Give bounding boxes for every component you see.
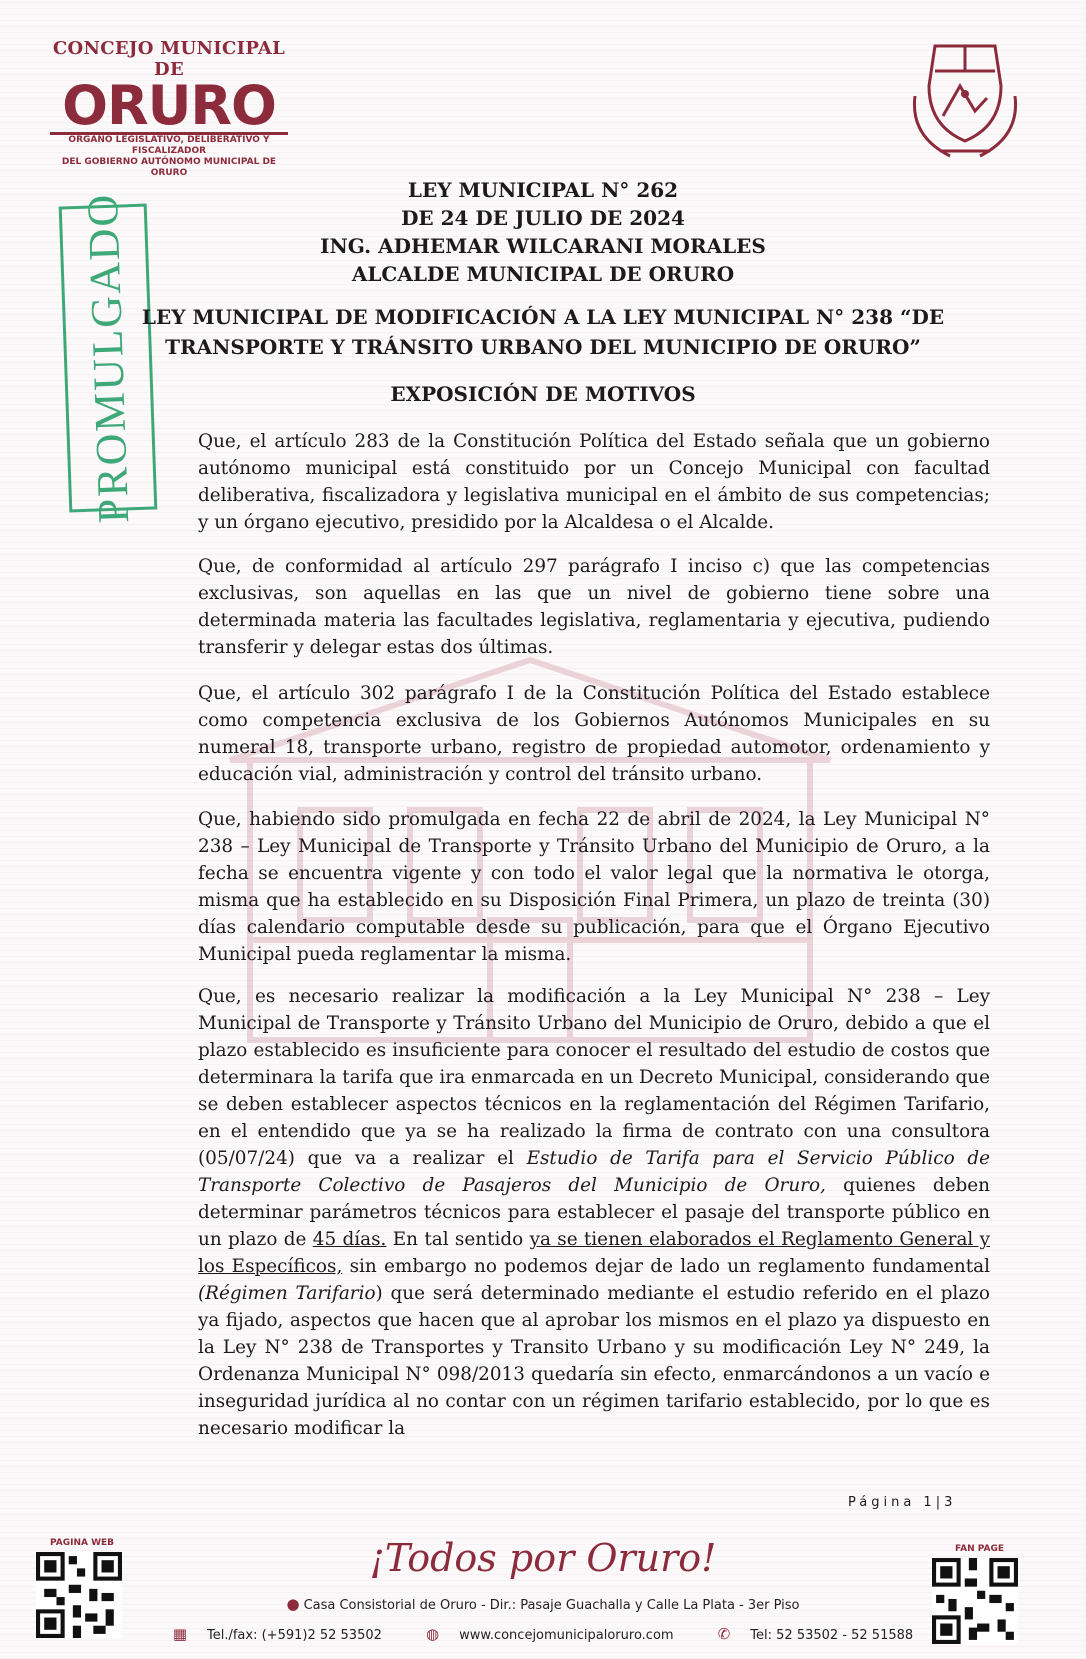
- footer-slogan: ¡Todos por Oruro!: [369, 1536, 717, 1580]
- law-header: [0, 176, 1086, 288]
- qr-left-label: PAGINA WEB: [50, 1538, 115, 1548]
- phone-text: Tel: 52 53502 - 52 51588: [750, 1628, 914, 1643]
- paragraph-1: Que, el artículo 283 de la Constitución Política del Estado señala que un gobierno autónomo municipal está constituido por un Concejo Municipal con facultad deliberativa, fiscalizadora y legislativa municipal en el ámbito de sus competencias; y un órgano ejecutivo, presidido por la Alcaldesa o el Alcalde.: [198, 431, 990, 533]
- paragraph-2: Que, de conformidad al artículo 297 parágrafo I inciso c) que las competencias exclusivas, son aquellas en las que un nivel de gobierno tiene sobre una determinada materia las facultades legislativa, reglamentaria y ejecutiva, pudiendo transferir y delegar estas dos últimas.: [198, 556, 990, 658]
- law-date: DE 24 DE JULIO DE 2024: [401, 206, 685, 230]
- stamp-text: PROMULGADO: [77, 192, 139, 524]
- mayor-title: ALCALDE MUNICIPAL DE ORURO: [351, 262, 735, 286]
- qr-right-label: FAN PAGE: [955, 1544, 1005, 1554]
- logo-line4: DEL GOBIERNO AUTÓNOMO MUNICIPAL DE ORURO: [61, 157, 277, 178]
- coat-of-arms-icon: [905, 36, 1025, 166]
- phone-icon: ✆: [717, 1625, 731, 1643]
- website-link[interactable]: www.concejomunicipaloruro.com: [459, 1628, 674, 1643]
- paragraph-3: Que, el artículo 302 parágrafo I de la Constitución Política del Estado establece como competencia exclusiva de los Gobiernos Autónomos Municipales en su numeral 18, transporte urbano, registro de propiedad automotor, ordenamiento y educación vial, administración y control del tránsito urbano.: [198, 683, 990, 785]
- law-title: [0, 302, 1086, 362]
- mayor-name: ING. ADHEMAR WILCARANI MORALES: [320, 234, 766, 258]
- law-title-line2: TRANSPORTE Y TRÁNSITO URBANO DEL MUNICIPIO DE ORURO”: [165, 335, 921, 359]
- paragraph-5: Que, es necesario realizar la modificación a la Ley Municipal N° 238 – Ley Municipal de Transporte y Tránsito Urbano del Municipio de Oruro, debido a que el plazo establecido es insuficiente para conocer el resultado del estudio de costos que determinara la tarifa que ira enmarcada en un Decreto Municipal, considerando que se deben establecer aspectos técnicos en la reglamentación del Régimen Tarifario, en el entendido que ya se ha realizado la firma de contrato con una consultora (05/07/24) que va a realizar el Estudio de Tarifa para el Servicio Público de Transporte Colectivo de Pasajeros del Municipio de Oruro, quienes deben determinar parámetros técnicos para establecer el pasaje del transporte público en un plazo de 45 días. En tal sentido ya se tienen elaborados el Reglamento General y los Específicos, sin embargo no podemos dejar de lado un reglamento fundamental (Régimen Tarifario) que será determinado mediante el estudio referido en el plazo ya fijado, aspectos que hacen que al aprobar los mismos en el plazo ya dispuesto en la Ley N° 238 de Transportes y Transito Urbano y su modificación Ley N° 249, la Ordenanza Municipal N° 098/2013 quedaría sin efecto, enmarcándonos a un vacío e inseguridad jurídica al no contar con un régimen tarifario establecido, por lo que es necesario modificar la: [198, 986, 991, 1439]
- section-heading: EXPOSICIÓN DE MOTIVOS: [390, 382, 696, 406]
- footer-address: [0, 1595, 1086, 1613]
- paragraph-4: Que, habiendo sido promulgada en fecha 22 de abril de 2024, la Ley Municipal N° 238 – Ley Municipal de Transporte y Tránsito Urbano del Municipio de Oruro, a la fecha se encuentra vigente y con todo el valor legal que la normativa le otorga, misma que ha establecido en su Disposición Final Primera, un plazo de treinta (30) días calendario computable desde su publicación, para que el Órgano Ejecutivo Municipal pueda reglamentar la misma.: [198, 809, 990, 965]
- law-title-line1: LEY MUNICIPAL DE MODIFICACIÓN A LA LEY MUNICIPAL N° 238 “DE: [141, 305, 945, 329]
- logo-line1: CONCEJO MUNICIPAL DE: [52, 38, 286, 80]
- telfax-text: Tel./fax: (+591)2 52 53502: [207, 1628, 382, 1643]
- globe-icon: ◍: [426, 1625, 440, 1643]
- footer-contacts: [0, 1625, 1086, 1643]
- location-pin-icon: ●: [286, 1595, 300, 1613]
- law-number: LEY MUNICIPAL N° 262: [407, 178, 679, 202]
- address-text: Casa Consistorial de Oruro - Dir.: Pasaje Guachalla y Calle La Plata - 3er Piso: [303, 1598, 800, 1613]
- council-logo: [44, 38, 294, 179]
- logo-name: ORURO: [50, 80, 288, 135]
- logo-line3: ÓRGANO LEGISLATIVO, DELIBERATIVO Y FISCALIZADOR: [68, 135, 270, 156]
- fax-icon: ▦: [172, 1625, 187, 1643]
- page-number: Página 1|3: [848, 1495, 957, 1510]
